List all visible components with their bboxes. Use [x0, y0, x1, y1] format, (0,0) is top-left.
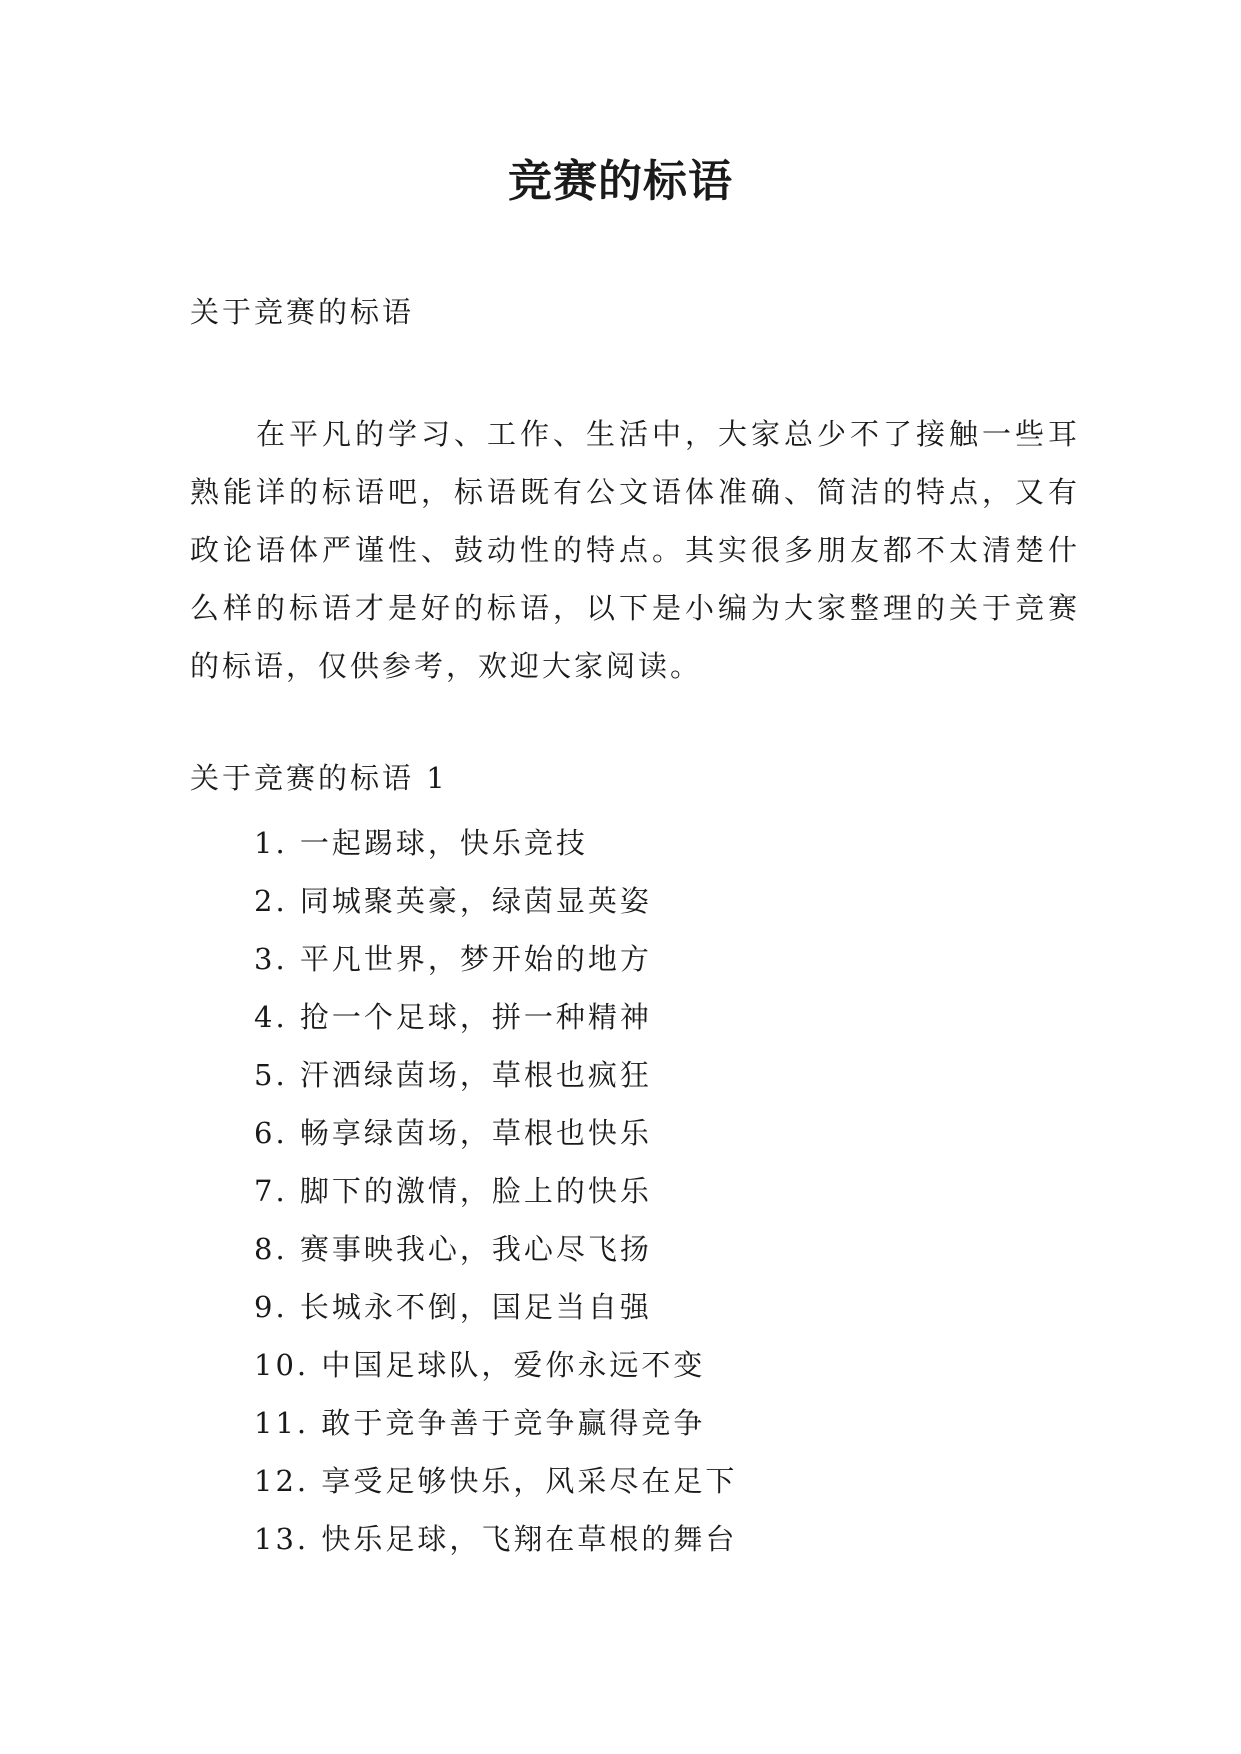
- slogan-item: 11. 敢于竞争善于竞争赢得竞争: [254, 1406, 706, 1440]
- slogan-item: 10. 中国足球队，爱你永远不变: [254, 1348, 706, 1382]
- slogan-item: 13. 快乐足球，飞翔在草根的舞台: [254, 1522, 738, 1556]
- slogan-item: 3. 平凡世界，梦开始的地方: [254, 942, 652, 976]
- slogan-item: 12. 享受足够快乐，风采尽在足下: [254, 1464, 738, 1498]
- slogan-item: 6. 畅享绿茵场，草根也快乐: [254, 1116, 652, 1150]
- slogan-item: 9. 长城永不倒，国足当自强: [254, 1290, 652, 1324]
- slogan-list: [254, 814, 737, 1568]
- slogan-item: 4. 抢一个足球，拼一种精神: [254, 1000, 652, 1034]
- document-title: 竞赛的标语: [508, 156, 733, 207]
- slogan-item: 7. 脚下的激情，脸上的快乐: [254, 1174, 652, 1208]
- section-heading: 关于竞赛的标语 1: [190, 761, 448, 795]
- document-subtitle: 关于竞赛的标语: [190, 295, 415, 329]
- intro-paragraph: 在平凡的学习、工作、生活中，大家总少不了接触一些耳熟能详的标语吧，标语既有公文语体准确、简洁的特点，又有政论语体严谨性、鼓动性的特点。其实很多朋友都不太清楚什么样的标语才是好的标语，以下是小编为大家整理的关于竞赛的标语，仅供参考，欢迎大家阅读。: [190, 417, 1080, 683]
- slogan-item: 2. 同城聚英豪，绿茵显英姿: [254, 884, 652, 918]
- slogan-item: 5. 汗洒绿茵场，草根也疯狂: [254, 1058, 652, 1092]
- slogan-item: 8. 赛事映我心，我心尽飞扬: [254, 1232, 652, 1266]
- slogan-item: 1. 一起踢球，快乐竞技: [254, 826, 588, 860]
